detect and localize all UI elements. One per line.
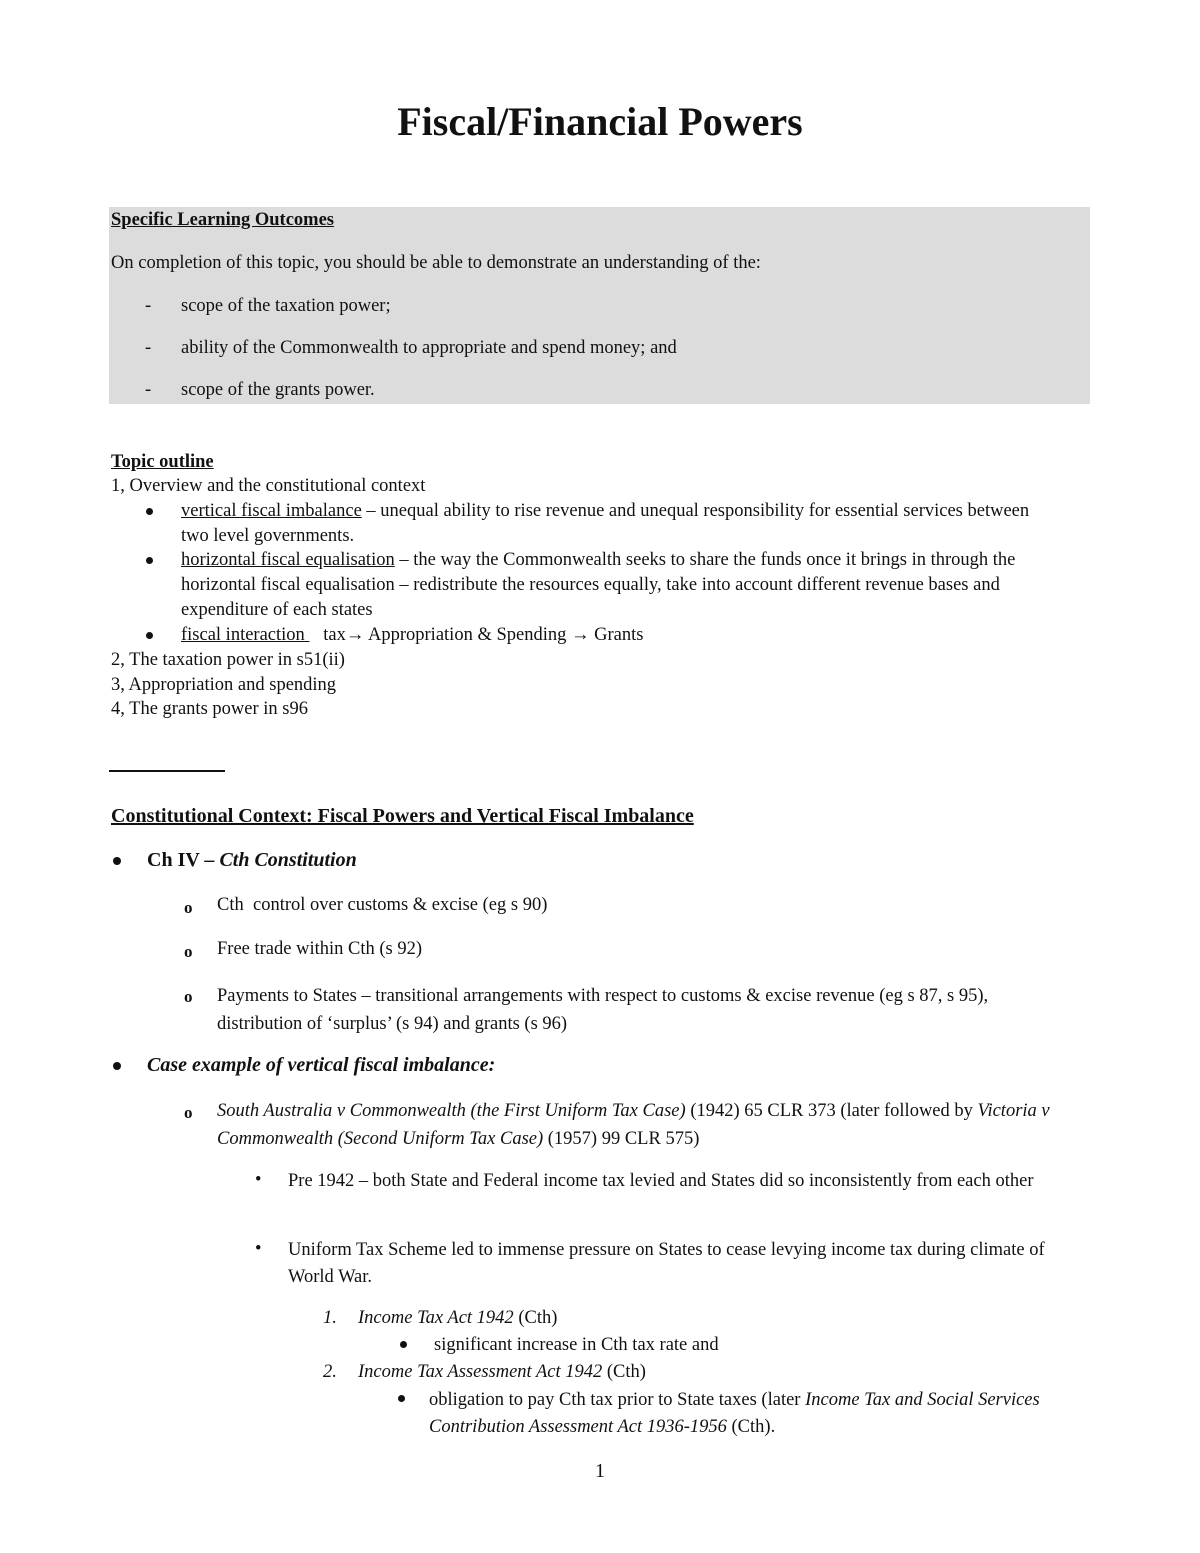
outline-item: 2, The taxation power in s51(ii): [111, 650, 345, 670]
case-cite: (1942) 65 CLR 373 (later followed by: [685, 1101, 978, 1121]
case-point: Pre 1942 – both State and Federal income tax levied and States did so inconsistently from each other: [288, 1171, 1034, 1191]
ch4-prefix: Ch IV –: [147, 849, 220, 871]
hollow-o-icon: o: [184, 942, 193, 961]
outline-subitem: [181, 623, 643, 648]
ch4-item: Payments to States – transitional arrangements with respect to customs & excise revenue (eg s 87, s 95), distribution of ‘surplus’ (s 94) and grants (s 96): [217, 986, 998, 1034]
case-heading: Case example of vertical fiscal imbalance:: [147, 1054, 496, 1076]
hollow-o-icon: o: [184, 987, 193, 1006]
dash-icon: -: [145, 338, 152, 358]
act-title: [358, 1360, 646, 1385]
outline-subitem: [181, 499, 1051, 549]
ch4-item: Cth control over customs & excise (eg s 90): [217, 895, 548, 915]
outline-text: – unequal ability to rise revenue and unequal responsibility for essential services between two level governments.: [181, 501, 1030, 546]
act-detail: significant increase in Cth tax rate and: [434, 1335, 719, 1355]
act-detail-prefix: obligation to pay Cth tax prior to State taxes (later: [429, 1390, 806, 1410]
bullet-icon: [398, 1395, 405, 1402]
outline-item: 3, Appropriation and spending: [111, 675, 337, 695]
separator-rule: [109, 770, 225, 772]
act-suffix: (Cth): [602, 1362, 646, 1382]
bullet-icon: [146, 508, 153, 515]
page-title: Fiscal/Financial Powers: [397, 99, 803, 144]
hollow-o-icon: o: [184, 898, 193, 917]
case-cite: (1957) 99 CLR 575): [543, 1129, 700, 1149]
case-name: Victoria v Commonwealth (Second Uniform Tax Case): [217, 1101, 1050, 1149]
learning-outcomes-box: [109, 207, 1090, 404]
bullet-icon: •: [255, 1170, 262, 1190]
page-number: 1: [595, 1460, 605, 1482]
dash-icon: -: [145, 380, 152, 400]
outline-subitem: [181, 548, 1086, 623]
hollow-o-icon: o: [184, 1103, 193, 1122]
bullet-icon: •: [255, 1239, 262, 1259]
outline-text: tax→ Appropriation & Spending → Grants: [309, 625, 644, 645]
act-number: 1.: [323, 1308, 337, 1328]
case-citation: [217, 1097, 1079, 1153]
act-detail: [429, 1387, 1079, 1441]
ch4-item: Free trade within Cth (s 92): [217, 939, 422, 959]
outline-item: 4, The grants power in s96: [111, 699, 308, 719]
outline-term: fiscal interaction: [181, 625, 310, 645]
topic-outline-heading: Topic outline: [111, 452, 214, 472]
learning-outcome-item: scope of the taxation power;: [181, 296, 391, 316]
act-detail-suffix: (Cth).: [726, 1417, 776, 1437]
section-heading: Constitutional Context: Fiscal Powers and Vertical Fiscal Imbalance: [111, 805, 694, 827]
outline-term: vertical fiscal imbalance: [181, 501, 362, 521]
act-name: Income Tax Act 1942: [358, 1308, 514, 1328]
act-suffix: (Cth): [513, 1308, 558, 1328]
learning-outcomes-intro: On completion of this topic, you should be able to demonstrate an understanding of the:: [111, 253, 761, 273]
case-name: South Australia v Commonwealth (the First Uniform Tax Case): [217, 1101, 686, 1121]
outline-item: 1, Overview and the constitutional context: [111, 476, 426, 496]
act-number: 2.: [323, 1362, 337, 1382]
bullet-icon: [113, 1062, 121, 1070]
act-title: [358, 1306, 557, 1331]
bullet-icon: [146, 557, 153, 564]
learning-outcome-item: ability of the Commonwealth to appropriate and spend money; and: [181, 338, 677, 358]
outline-term: horizontal fiscal equalisation: [181, 550, 395, 570]
dash-icon: -: [145, 296, 152, 316]
learning-outcomes-heading: Specific Learning Outcomes: [111, 210, 335, 230]
act-name: Income Tax Assessment Act 1942: [358, 1362, 603, 1382]
bullet-icon: [113, 857, 121, 865]
ch4-heading: [147, 848, 357, 873]
outline-text: – the way the Commonwealth seeks to share the funds once it brings in through the horizontal fiscal equalisation – redistribute the resources equally, take into account different revenue bases and expenditure of each states: [181, 550, 1016, 620]
case-point: Uniform Tax Scheme led to immense pressure on States to cease levying income tax during climate of World War.: [288, 1240, 1045, 1287]
bullet-icon: [146, 632, 153, 639]
act-detail-name: Income Tax and Social Services Contribution Assessment Act 1936-1956: [429, 1390, 1040, 1437]
bullet-icon: [400, 1341, 407, 1348]
ch4-title: Cth Constitution: [219, 849, 357, 871]
learning-outcome-item: scope of the grants power.: [181, 380, 375, 400]
